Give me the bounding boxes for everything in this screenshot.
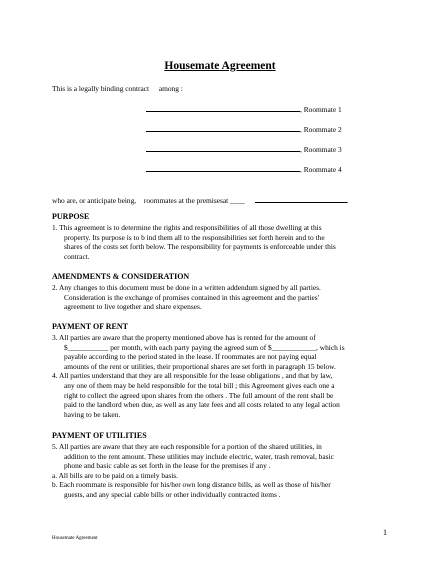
page-number: 1	[383, 528, 387, 537]
signature-blank	[146, 164, 300, 172]
signature-blank	[146, 104, 300, 112]
signature-blank	[146, 144, 300, 152]
section-heading-amendments: AMENDMENTS & CONSIDERATION	[52, 272, 190, 281]
roommate-label: , Roommate 3	[300, 145, 342, 154]
title-text: Housemate Agreement	[164, 60, 276, 72]
rent-line: amounts of the rent or utilities, their proportional shares are set forth in paragraph 15 below.	[64, 361, 336, 371]
intro-among: among :	[158, 84, 183, 93]
roommate-line-3	[146, 144, 342, 154]
purpose-line: shares of the costs set forth below. The responsibility for payments is enforceable under this	[64, 242, 336, 252]
utilities-body	[52, 442, 334, 500]
utilities-line: addition to the rent amount. These utilities may include electric, water, trash removal, basic	[64, 451, 334, 461]
purpose-line: 1. This agreement is to determine the rights and responsibilities of all those dwelling at this	[52, 223, 322, 232]
premises-line: who are, or anticipate being, roommates at the premisesat ____ .	[52, 196, 349, 205]
page-footer: Housemate Agreement	[52, 536, 98, 541]
rent-line: $___________ per month, with each party paying the agreed sum of $____________, which is	[64, 342, 345, 352]
intro-text: This is a legally binding contract	[52, 84, 150, 93]
rent-line: payable according to the period stated in the lease. If roommates are not paying equal	[64, 352, 317, 362]
purpose-line: property. Its purpose is to b ind them all to the responsibilities set forth herein and to the	[64, 232, 325, 242]
rent-line: right to collect the agreed upon shares from the others . The full amount of the rent shall be	[64, 390, 334, 400]
amendments-line: Consideration is the exchange of promises contained in this agreement and the parties'	[64, 292, 320, 302]
utilities-line: 5. All parties are aware that they are each responsible for a portion of the shared utilities, in	[52, 442, 322, 451]
section-heading-purpose: PURPOSE	[52, 212, 90, 221]
roommate-line-1	[146, 104, 342, 114]
rent-body	[52, 333, 345, 419]
utilities-line: b. Each roommate is responsible for his/her own long distance bills, as well as those of his/her	[52, 480, 331, 490]
roommate-label: , Roommate 4	[300, 165, 342, 174]
roommate-label: , Roommate 2	[300, 125, 342, 134]
intro-line	[52, 84, 183, 93]
roommate-label: , Roommate 1	[300, 105, 342, 114]
roommate-line-4	[146, 164, 342, 174]
section-heading-utilities: PAYMENT OF UTILITIES	[52, 431, 147, 440]
rent-line: paid to the landlord when due, as well as any late fees and all costs related to any legal action	[64, 400, 340, 410]
signature-blank	[146, 124, 300, 132]
utilities-line: phone and basic cable as set forth in the lease for the premises if any .	[64, 461, 271, 471]
roommate-line-2	[146, 124, 342, 134]
document-title	[0, 60, 440, 72]
rent-line: having to be taken.	[64, 409, 121, 419]
premises-text-a: who are, or anticipate being,	[52, 196, 137, 205]
section-heading-rent: PAYMENT OF RENT	[52, 322, 129, 331]
address-blank	[255, 195, 347, 203]
premises-text-b: roommates at the premisesat ____	[143, 196, 245, 205]
amendments-line: agreement to live together and share expenses.	[64, 302, 202, 312]
utilities-line: a. All bills are to be paid on a timely basis.	[52, 470, 179, 480]
purpose-body	[52, 223, 336, 261]
purpose-line: contract.	[64, 251, 90, 261]
amendments-line: 2. Any changes to this document must be done in a written addendum signed by all parties.	[52, 283, 321, 292]
amendments-body	[52, 283, 321, 312]
utilities-line: guests, and any special cable bills or other individually contracted items .	[64, 489, 281, 499]
rent-line: 4. All parties understand that they are all responsible for the lease obligations , and that by law,	[52, 371, 333, 381]
rent-line: 3. All parties are aware that the property mentioned above has is rented for the amount of	[52, 333, 316, 342]
rent-line: any one of them may be held responsible for the total bill ; this Agreement gives each one a	[64, 380, 335, 390]
